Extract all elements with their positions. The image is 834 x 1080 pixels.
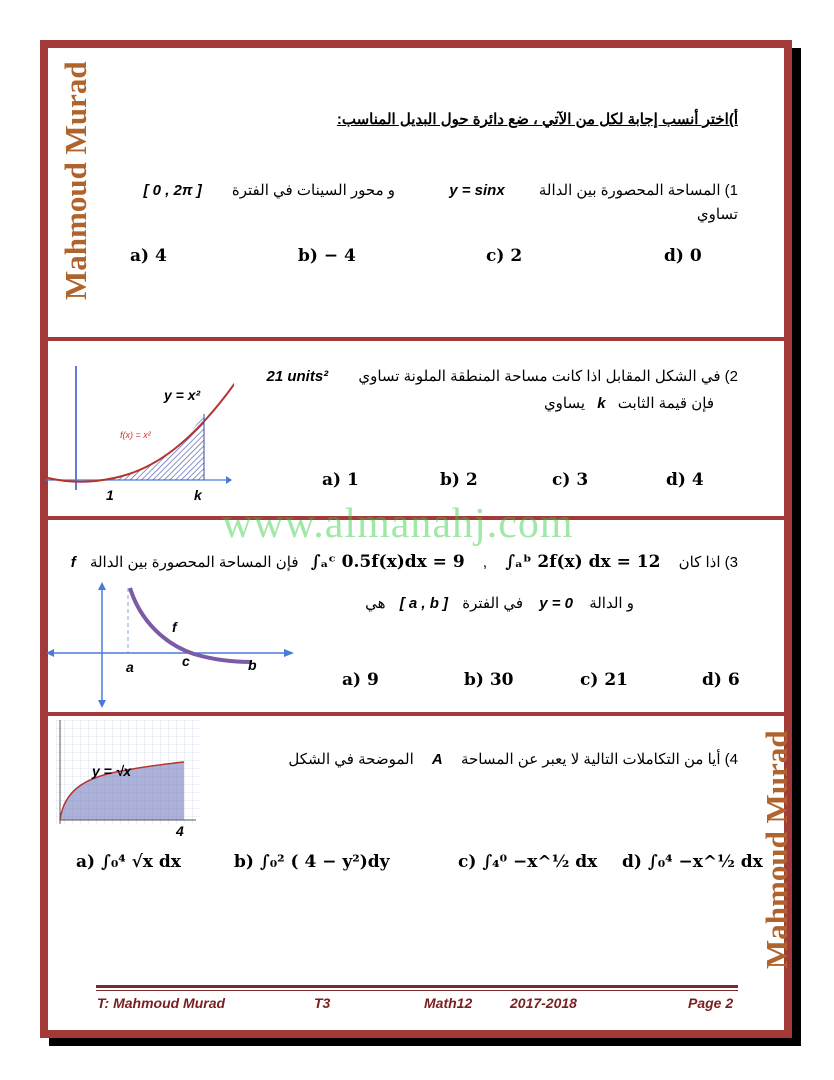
brand-left: Mahmoud Murad (58, 61, 93, 300)
q2-parabola-graph (44, 362, 234, 508)
footer-subject: Math12 (424, 995, 473, 1011)
q2-option-b[interactable]: b) 2 (440, 470, 478, 490)
footer-rule-thin (96, 990, 738, 991)
footer-page: Page 2 (688, 995, 734, 1011)
q4-sqrt-graph (56, 720, 200, 838)
q3-option-d[interactable]: d) 6 (702, 670, 740, 690)
q2-option-c[interactable]: c) 3 (552, 470, 589, 490)
q1-option-a[interactable]: a) 4 (130, 246, 167, 266)
q3-graph-b-label: b (248, 657, 257, 673)
q2-text: 2) في الشكل المقابل اذا كانت مساحة المنطقة الملونة تساوي 21 units² (266, 368, 738, 385)
q3-integral-2: ∫ₐᶜ 0.5f(x)dx = 9 (310, 552, 465, 572)
q3-graph-c-label: c (182, 653, 190, 669)
function-curve (130, 588, 252, 662)
q3-text: 3) اذا كان ∫ₐᵇ 2f(x) dx = 12 , ∫ₐᶜ 0.5f(x)dx = 9 فإن المساحة المحصورة بين الدالة f (70, 552, 738, 572)
q4-x-label: 4 (176, 823, 184, 838)
section-divider (44, 337, 788, 341)
q3-func: f (70, 554, 76, 571)
q4-option-b[interactable]: b) ∫₀² ( 4 − y²)dy (234, 852, 390, 872)
footer-year: 2017-2018 (510, 995, 577, 1011)
q2-func-label: y = x² (164, 387, 201, 403)
q4-region: A (431, 751, 443, 768)
q1-interval: [ 0 , 2π ] (143, 182, 202, 199)
q3-interval: [ a , b ] (399, 595, 449, 612)
q2-x-label-k: k (194, 487, 202, 503)
q1-text: 1) المساحة المحصورة بين الدالة y = sinx و محور السينات في الفترة [ 0 , 2π ] (143, 182, 738, 199)
q4-text: 4) أيا من التكاملات التالية لا يعبر عن المساحة A الموضحة في الشكل (288, 751, 738, 768)
q1-option-b[interactable]: b) − 4 (298, 246, 356, 266)
q3-graph-a-label: a (126, 659, 134, 675)
q3-option-b[interactable]: b) 30 (464, 670, 514, 690)
footer-rule (96, 985, 738, 988)
q4-option-c[interactable]: c) ∫₄⁰ −x^½ dx (458, 852, 598, 872)
q1-option-d[interactable]: d) 0 (664, 246, 702, 266)
shaded-region (108, 414, 204, 480)
q2-x-label-1: 1 (106, 487, 114, 503)
q3-option-c[interactable]: c) 21 (580, 670, 628, 690)
section-heading: أ)اختر أنسب إجابة لكل من الآتي ، ضع دائرة حول البديل المناسب: (336, 111, 738, 128)
brand-right: Mahmoud Murad (759, 730, 794, 969)
q2-inner-label: f(x) = x² (120, 430, 151, 440)
q4-func-label: y = √x (92, 763, 132, 779)
q3-option-a[interactable]: a) 9 (342, 670, 379, 690)
q3-func2: y = 0 (539, 595, 574, 612)
q2-option-a[interactable]: a) 1 (322, 470, 359, 490)
q1-option-c[interactable]: c) 2 (486, 246, 523, 266)
footer-term: T3 (314, 995, 331, 1011)
section-divider (44, 712, 788, 716)
watermark: www.almanahj.com (222, 501, 574, 547)
footer-teacher: T: Mahmoud Murad (97, 995, 226, 1011)
q3-graph-f-label: f (172, 619, 177, 635)
q3-text-line2: و الدالة y = 0 في الفترة [ a , b ] هي (365, 595, 634, 612)
q4-option-a[interactable]: a) ∫₀⁴ √x dx (76, 852, 181, 872)
q3-function-graph (44, 580, 298, 710)
q1-function: y = sinx (449, 182, 505, 199)
q2-area-value: 21 units² (266, 368, 329, 385)
q2-const: k (597, 395, 606, 412)
q2-option-d[interactable]: d) 4 (666, 470, 704, 490)
q1-text-line2: تساوي (696, 206, 738, 223)
q3-integral-1: ∫ₐᵇ 2f(x) dx = 12 (505, 552, 661, 572)
q4-option-d[interactable]: d) ∫₀⁴ −x^½ dx (622, 852, 763, 872)
q2-text-line2: فإن قيمة الثابت k يساوي (543, 395, 714, 412)
